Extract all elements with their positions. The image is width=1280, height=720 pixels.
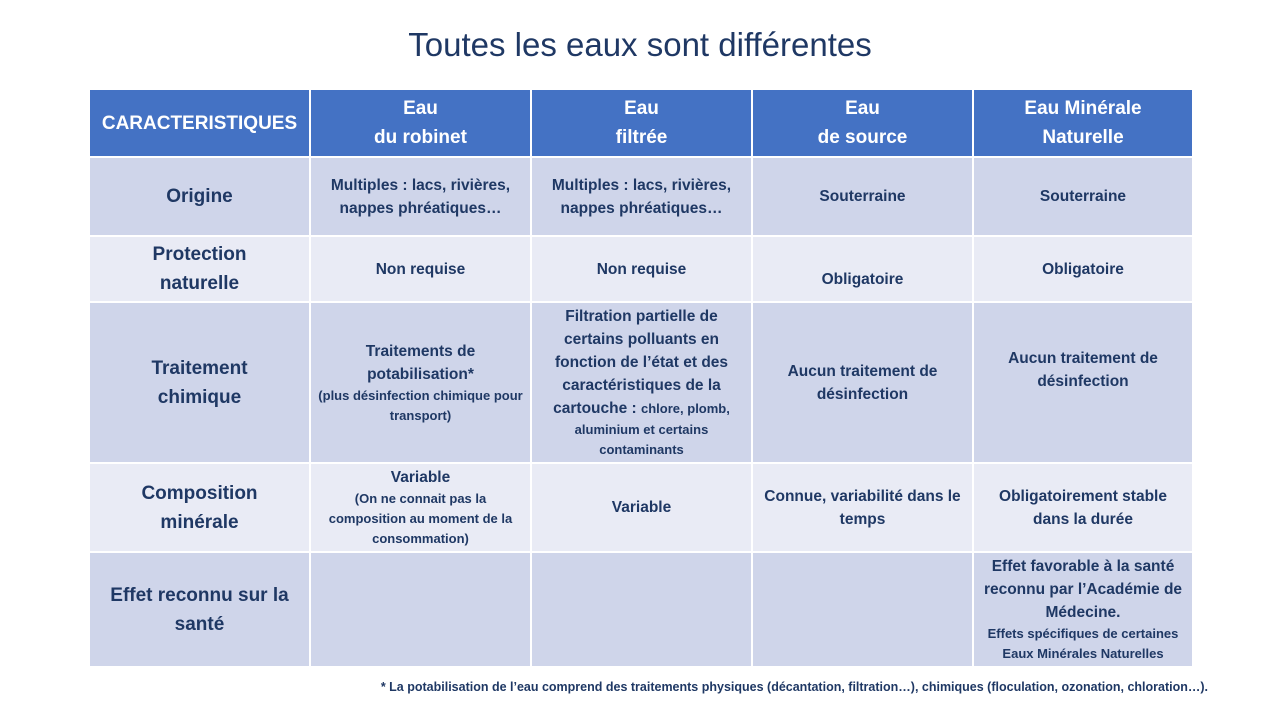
slide-title: Toutes les eaux sont différentes <box>408 26 872 63</box>
composition-robinet-main: Variable <box>390 469 451 486</box>
row-label-effet: Effet reconnu sur la santé <box>89 552 310 667</box>
cell-effet-source <box>752 552 973 667</box>
cell-effet-minerale <box>973 552 1193 667</box>
header-eau-minerale: Eau Minérale Naturelle <box>973 89 1193 157</box>
header-row <box>89 89 1193 157</box>
cell-origine-source: Souterraine <box>752 157 973 236</box>
cell-traitement-minerale: Aucun traitement de désinfection <box>973 302 1193 463</box>
row-label-composition: Composition minérale <box>89 463 310 552</box>
cell-protection-minerale: Obligatoire <box>973 236 1193 302</box>
row-label-traitement: Traitement chimique <box>89 302 310 463</box>
cell-traitement-source: Aucun traitement de désinfection <box>752 302 973 463</box>
cell-effet-filtree <box>531 552 752 667</box>
row-origine <box>89 157 1193 236</box>
cell-composition-filtree: Variable <box>531 463 752 552</box>
header-caracteristiques: CARACTERISTIQUES <box>89 89 310 157</box>
traitement-robinet-main: Traitements de potabilisation* <box>365 342 476 383</box>
cell-protection-source: Obligatoire <box>752 236 973 302</box>
header-eau-filtree: Eau filtrée <box>531 89 752 157</box>
row-label-origine: Origine <box>89 157 310 236</box>
cell-composition-minerale: Obligatoirement stable dans la durée <box>973 463 1193 552</box>
comparison-table <box>88 88 1194 668</box>
cell-origine-filtree: Multiples : lacs, rivières, nappes phréatiques… <box>531 157 752 236</box>
header-eau-robinet: Eau du robinet <box>310 89 531 157</box>
cell-origine-minerale: Souterraine <box>973 157 1193 236</box>
effet-minerale-main: Effet favorable à la santé reconnu par l’Académie de Médecine. <box>983 558 1183 621</box>
cell-origine-robinet: Multiples : lacs, rivières, nappes phréatiques… <box>310 157 531 236</box>
footnote: * La potabilisation de l’eau comprend des traitements physiques (décantation, filtration…), chimiques (floculation, ozonation, chloration…). <box>380 680 1208 694</box>
traitement-filtree-note: aluminium et certains contaminants <box>574 422 709 457</box>
traitement-filtree-main: Filtration partielle de certains polluants en fonction de l’état et des caractéristiques de la cartouche : <box>553 308 729 417</box>
cell-protection-filtree: Non requise <box>531 236 752 302</box>
cell-traitement-robinet <box>310 302 531 463</box>
row-composition <box>89 463 1193 552</box>
row-effet <box>89 552 1193 667</box>
cell-protection-robinet: Non requise <box>310 236 531 302</box>
traitement-robinet-note: (plus désinfection chimique pour transport) <box>318 387 523 423</box>
cell-composition-robinet <box>310 463 531 552</box>
header-eau-source: Eau de source <box>752 89 973 157</box>
cell-effet-robinet <box>310 552 531 667</box>
traitement-filtree-inline: chlore, plomb, <box>641 401 730 416</box>
row-traitement <box>89 302 1193 463</box>
row-protection <box>89 236 1193 302</box>
effet-minerale-note: Effets spécifiques de certaines Eaux Minérales Naturelles <box>987 626 1179 661</box>
cell-traitement-filtree <box>531 302 752 463</box>
cell-composition-source: Connue, variabilité dans le temps <box>752 463 973 552</box>
row-label-protection: Protection naturelle <box>89 236 310 302</box>
composition-robinet-note: (On ne connait pas la composition au moment de la consommation) <box>328 491 513 546</box>
